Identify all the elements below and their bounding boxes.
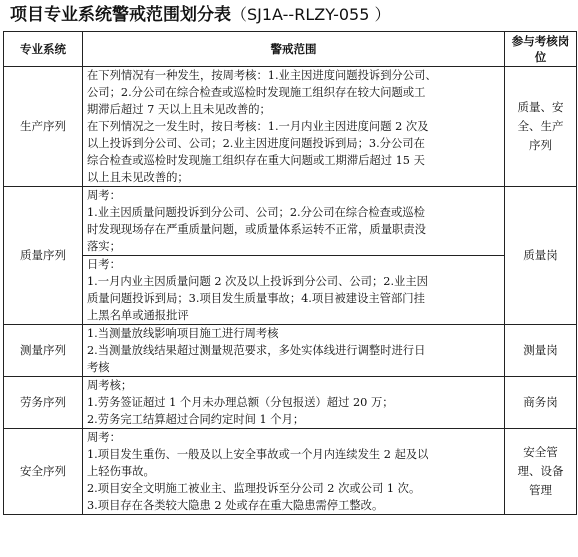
scope-line: 以上且未见改善的； bbox=[87, 171, 189, 184]
header-role bbox=[505, 32, 577, 67]
scope-line: 时发现现场存在严重质量问题，或质量体系运转不正常，质量职责没 bbox=[87, 223, 426, 236]
role-cell: 商务岗 bbox=[505, 377, 577, 429]
role-cell: 安全管理、设备管理 bbox=[505, 429, 577, 515]
scope-line: 周考： bbox=[87, 189, 121, 202]
scope-cell bbox=[83, 325, 505, 377]
scope-line: 综合检查或巡检时发现施工组织存在重大问题或工期滞后超过 15 天 bbox=[87, 154, 425, 167]
header-category: 专业系统 bbox=[4, 32, 83, 67]
category-cell: 测量序列 bbox=[4, 325, 83, 377]
scope-line: 2.当测量放线结果超过测量规范要求，多处实体线进行调整时进行日 bbox=[87, 344, 426, 357]
scope-line: 1.当测量放线影响项目施工进行周考核 bbox=[87, 327, 279, 340]
role-cell: 测量岗 bbox=[505, 325, 577, 377]
scope-line: 在下列情况有一种发生，按周考核：1.业主因进度问题投诉到分公司、 bbox=[87, 69, 437, 82]
page-title bbox=[10, 4, 570, 26]
scope-line: 周考核； bbox=[87, 379, 133, 392]
table-row bbox=[4, 67, 577, 187]
table-row bbox=[4, 377, 577, 429]
scope-line: 落实； bbox=[87, 240, 121, 253]
scope-line: 上黑名单或通报批评 bbox=[87, 309, 189, 322]
title-code: （SJ1A--RLZY-055 ） bbox=[231, 5, 391, 24]
category-cell: 安全序列 bbox=[4, 429, 83, 515]
table-row bbox=[4, 325, 577, 377]
scope-line: 上轻伤事故。 bbox=[87, 465, 155, 478]
scope-cell bbox=[83, 429, 505, 515]
scope-line: 日考： bbox=[87, 258, 121, 271]
table-row bbox=[4, 256, 577, 325]
scope-cell bbox=[83, 256, 505, 325]
table-header-row bbox=[4, 32, 577, 67]
role-cell: 质量岗 bbox=[505, 187, 577, 325]
table-body bbox=[4, 67, 577, 515]
scope-line: 期滞后超过 7 天以上且未见改善的； bbox=[87, 103, 271, 116]
warning-scope-table bbox=[3, 31, 577, 515]
scope-line: 考核 bbox=[87, 361, 110, 374]
scope-cell bbox=[83, 67, 505, 187]
scope-line: 质量问题投诉到局；3.项目发生质量事故；4.项目被建设主管部门挂 bbox=[87, 292, 425, 305]
scope-line: 以上投诉到分公司、公司；2.业主因进度问题投诉到局；3.分公司在 bbox=[87, 137, 425, 150]
scope-line: 1.劳务签证超过 1 个月未办理总额（分包报送）超过 20 万； bbox=[87, 396, 394, 409]
scope-cell bbox=[83, 187, 505, 256]
scope-line: 3.项目存在各类较大隐患 2 处或存在重大隐患需停工整改。 bbox=[87, 499, 384, 512]
scope-line: 1.项目发生重伤、一般及以上安全事故或一个月内连续发生 2 起及以 bbox=[87, 448, 429, 461]
scope-line: 公司；2.分公司在综合检查或巡检时发现施工组织存在较大问题或工 bbox=[87, 86, 426, 99]
table-row bbox=[4, 429, 577, 515]
role-cell: 质量、安全、生产序列 bbox=[505, 67, 577, 187]
scope-line: 1.业主因质量问题投诉到分公司、公司；2.分公司在综合检查或巡检 bbox=[87, 206, 425, 219]
scope-line: 周考： bbox=[87, 431, 121, 444]
scope-line: 在下列情况之一发生时，按日考核：1.一月内业主因进度问题 2 次及 bbox=[87, 120, 429, 133]
header-scope: 警戒范围 bbox=[83, 32, 505, 67]
category-cell: 质量序列 bbox=[4, 187, 83, 325]
category-cell: 生产序列 bbox=[4, 67, 83, 187]
scope-line: 2.项目安全文明施工被业主、监理投诉至分公司 2 次或公司 1 次。 bbox=[87, 482, 421, 495]
header-role-text: 参与考核岗位 bbox=[511, 34, 570, 64]
title-main: 项目专业系统警戒范围划分表 bbox=[10, 5, 231, 25]
category-cell: 劳务序列 bbox=[4, 377, 83, 429]
scope-cell bbox=[83, 377, 505, 429]
scope-line: 2.劳务完工结算超过合同约定时间 1 个月； bbox=[87, 413, 305, 426]
table-row bbox=[4, 187, 577, 256]
scope-line: 1.一月内业主因质量问题 2 次及以上投诉到分公司、公司；2.业主因 bbox=[87, 275, 428, 288]
